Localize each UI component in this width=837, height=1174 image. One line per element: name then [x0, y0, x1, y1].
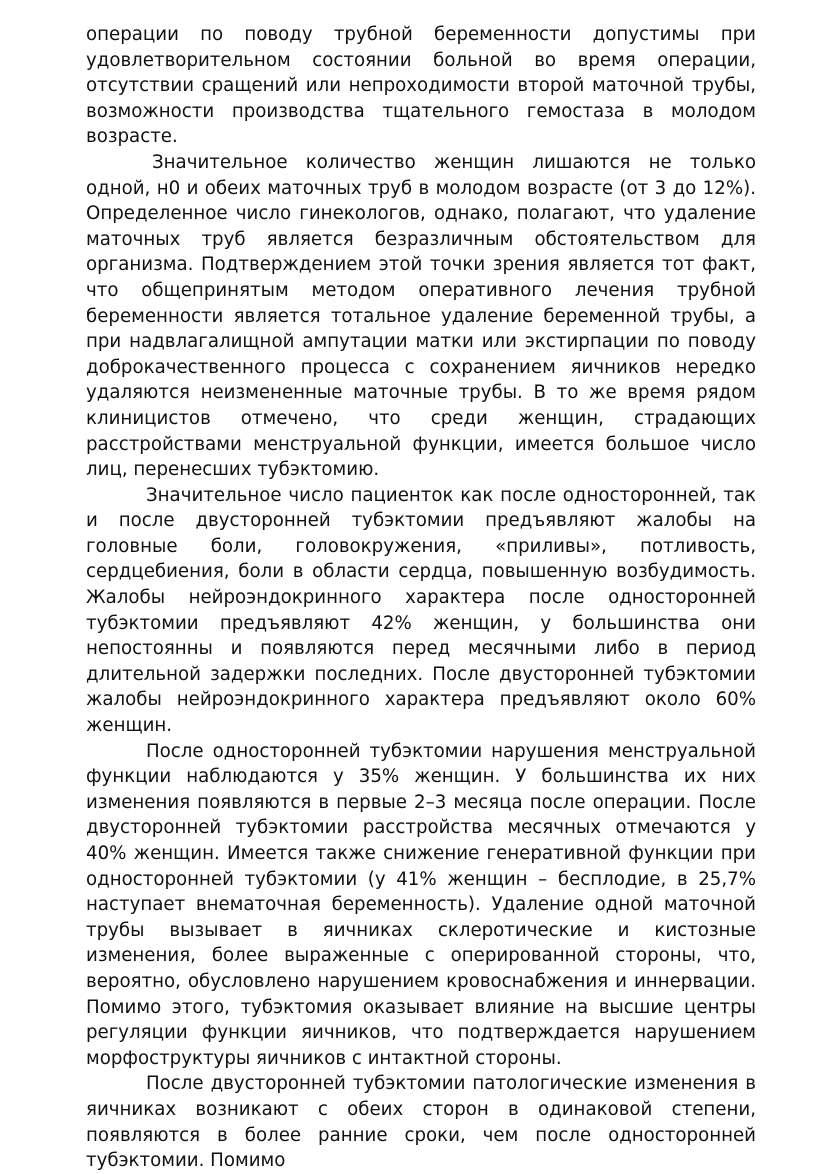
paragraph-5: После двусторонней тубэктомии патологические изменения в яичниках возникают с обеих сторон в одинаковой степени, появляются в более ранние сроки, чем после односторонней тубэктомии. Помимо: [86, 1073, 756, 1172]
paragraph-4: После односторонней тубэктомии нарушения менструальной функции наблюдаются у 35% женщин. У большинства их них изменения появляются в первые 2–3 месяца после операции. После двусторонней тубэктомии расстройства месячных отмечаются у 40% женщин. Имеется также снижение генеративной функции при односторонней тубэктомии (у 41% женщин – бесплодие, в 25,7% наступает внематочная беременность). Удаление одной маточной трубы вызывает в яичниках склеротические и кистозные изменения, более выраженные с оперированной стороны, что, вероятно, обусловлено нарушением кровоснабжения и иннервации. Помимо этого, тубэктомия оказывает влияние на высшие центры регуляции функции яичников, что подтверждается нарушением морфоструктуры яичников с интактной стороны.: [86, 740, 756, 1069]
paragraph-3: Значительное число пациенток как после односторонней, так и после двусторонней тубэктомии предъявляют жалобы на головные боли, головокружения, «приливы», потливость, сердцебиения, боли в области сердца, повышенную возбудимость. Жалобы нейроэндокринного характера после односторонней тубэктомии предъявляют 42% женщин, у большинства они непостоянны и появляются перед месячными либо в период длительной задержки последних. После двусторонней тубэктомии жалобы нейроэндокринного характера предъявляют около 60% женщин.: [86, 484, 756, 737]
paragraph-1: операции по поводу трубной беременности допустимы при удовлетворительном состоянии больной во время операции, отсутствии сращений или непроходимости второй маточной трубы, возможности производства тщательного гемостаза в молодом возрасте.: [86, 24, 756, 148]
document-page: [86, 22, 756, 1174]
paragraph-2: Значительное количество женщин лишаются не только одной, н0 и обеих маточных труб в молодом возрасте (от 3 до 12%). Определенное число гинекологов, однако, полагают, что удаление маточных труб является безразличным обстоятельством для организма. Подтверждением этой точки зрения является тот факт, что общепринятым методом оперативного лечения трубной беременности является тотальное удаление беременной трубы, а при надвлагалищной ампутации матки или экстирпации по поводу доброкачественного процесса с сохранением яичников нередко удаляются неизмененные маточные трубы. В то же время рядом клиницистов отмечено, что среди женщин, страдающих расстройствами менструальной функции, имеется большое число лиц, перенесших тубэктомию.: [86, 151, 756, 481]
